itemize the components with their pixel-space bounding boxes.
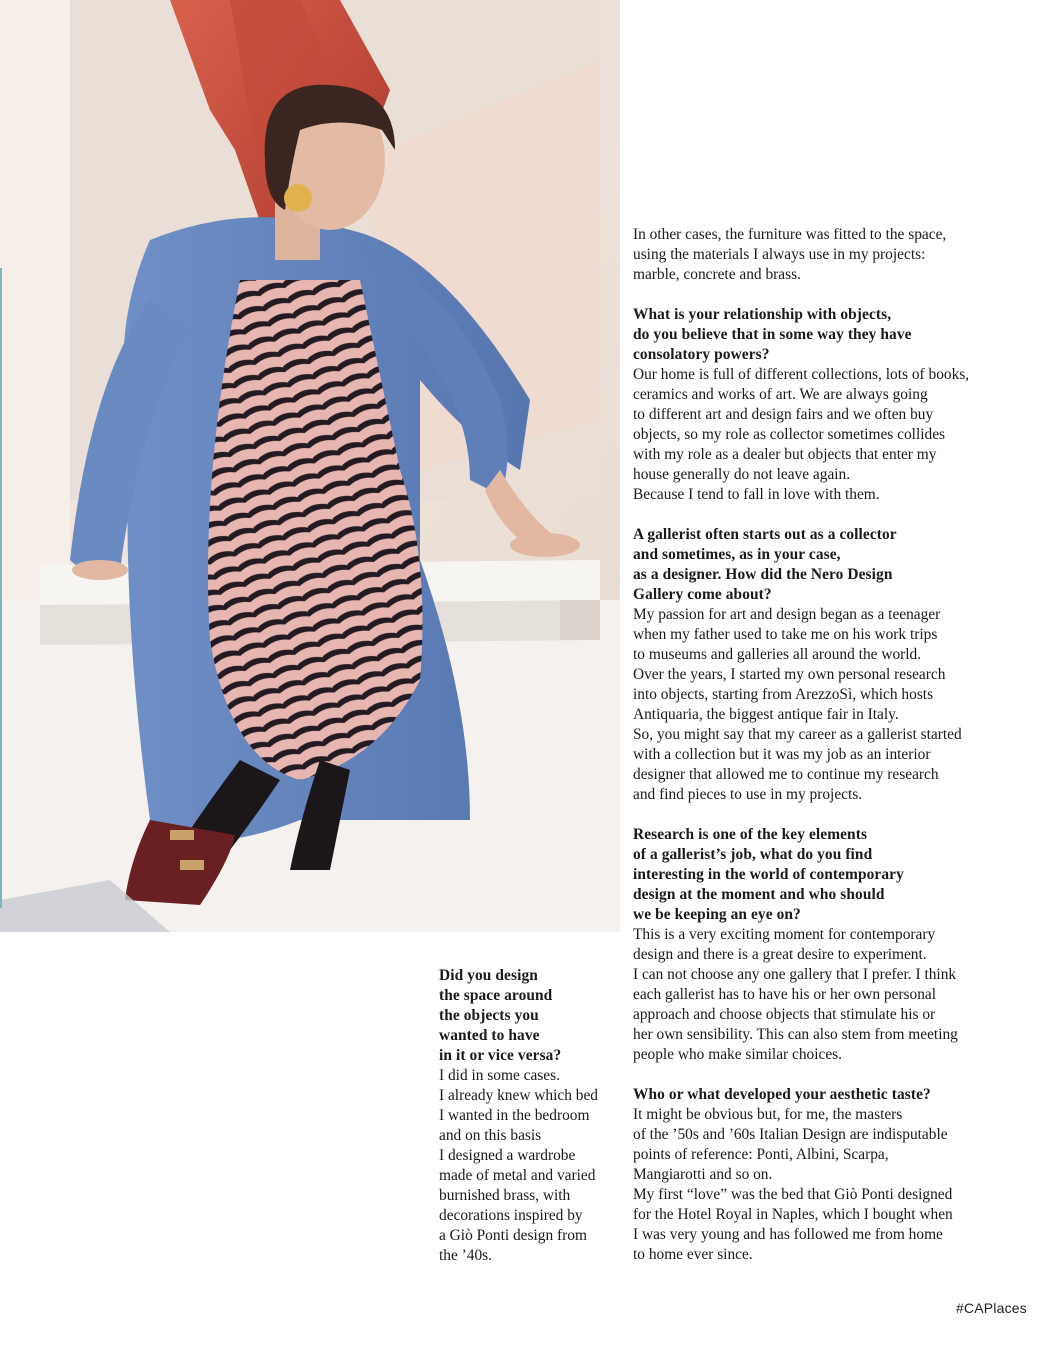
text-line: What is your relationship with objects, bbox=[633, 306, 892, 323]
text-line: Gallery come about? bbox=[633, 586, 772, 603]
portrait-photo bbox=[0, 0, 620, 932]
text-line: when my father used to take me on his work trips bbox=[633, 626, 938, 643]
text-line: the objects you bbox=[439, 1007, 539, 1024]
text-line: decorations inspired by bbox=[439, 1207, 583, 1224]
text-line: objects, so my role as collector sometimes collides bbox=[633, 426, 946, 443]
text-line: we be keeping an eye on? bbox=[633, 906, 801, 923]
right-text-column bbox=[633, 225, 1003, 1265]
text-line: I wanted in the bedroom bbox=[439, 1107, 590, 1124]
text-line: in it or vice versa? bbox=[439, 1047, 562, 1064]
text-line: with a collection but it was my job as an interior bbox=[633, 746, 931, 763]
text-line: and sometimes, as in your case, bbox=[633, 546, 841, 563]
text-line: approach and choose objects that stimulate his or bbox=[633, 1006, 936, 1023]
text-line: Because I tend to fall in love with them. bbox=[633, 486, 880, 503]
question-design-space bbox=[439, 966, 619, 1066]
text-line: into objects, starting from ArezzoSì, which hosts bbox=[633, 686, 934, 703]
text-line: I designed a wardrobe bbox=[439, 1147, 576, 1164]
text-line: the ’40s. bbox=[439, 1247, 493, 1264]
text-line: each gallerist has to have his or her own personal bbox=[633, 986, 937, 1003]
text-line: do you believe that in some way they have bbox=[633, 326, 912, 343]
text-line: ceramics and works of art. We are always going bbox=[633, 386, 928, 403]
text-line: to museums and galleries all around the world. bbox=[633, 646, 922, 663]
text-line: and find pieces to use in my projects. bbox=[633, 786, 863, 803]
text-line: burnished brass, with bbox=[439, 1187, 571, 1204]
text-line: with my role as a dealer but objects that enter my bbox=[633, 446, 937, 463]
text-line: A gallerist often starts out as a collector bbox=[633, 526, 897, 543]
text-line: a Giò Ponti design from bbox=[439, 1227, 587, 1244]
answer-objects bbox=[633, 365, 1003, 505]
text-line: Did you design bbox=[439, 967, 538, 984]
text-line: So, you might say that my career as a gallerist started bbox=[633, 726, 962, 743]
question-research bbox=[633, 825, 1003, 925]
answer-aesthetic-taste bbox=[633, 1105, 1003, 1265]
paragraph-gap bbox=[633, 505, 1003, 525]
text-line: designer that allowed me to continue my research bbox=[633, 766, 939, 783]
text-line: I did in some cases. bbox=[439, 1067, 560, 1084]
text-line: as a designer. How did the Nero Design bbox=[633, 566, 893, 583]
text-line: Over the years, I started my own personal research bbox=[633, 666, 946, 683]
paragraph-gap bbox=[633, 805, 1003, 825]
text-line: Antiquaria, the biggest antique fair in Italy. bbox=[633, 706, 899, 723]
text-line: design and there is a great desire to experiment. bbox=[633, 946, 927, 963]
text-line: using the materials I always use in my projects: bbox=[633, 246, 926, 263]
text-line: to home ever since. bbox=[633, 1246, 753, 1263]
text-line: Our home is full of different collections, lots of books, bbox=[633, 366, 970, 383]
text-line: I can not choose any one gallery that I prefer. I think bbox=[633, 966, 957, 983]
text-line: points of reference: Ponti, Albini, Scarpa, bbox=[633, 1146, 889, 1163]
hashtag-footer: #CAPlaces bbox=[955, 1300, 1027, 1316]
text-line: I was very young and has followed me from home bbox=[633, 1226, 943, 1243]
text-line: My passion for art and design began as a teenager bbox=[633, 606, 941, 623]
left-text-column bbox=[439, 966, 619, 1266]
text-line: design at the moment and who should bbox=[633, 886, 885, 903]
text-line: Who or what developed your aesthetic taste? bbox=[633, 1086, 931, 1103]
question-objects bbox=[633, 305, 1003, 365]
text-line: This is a very exciting moment for contemporary bbox=[633, 926, 936, 943]
portrait-photo-illustration bbox=[0, 0, 620, 932]
text-line: marble, concrete and brass. bbox=[633, 266, 801, 283]
answer-research bbox=[633, 925, 1003, 1065]
text-line: the space around bbox=[439, 987, 553, 1004]
text-line: My first “love” was the bed that Giò Ponti designed bbox=[633, 1186, 953, 1203]
answer-design-space bbox=[439, 1066, 619, 1266]
text-line: made of metal and varied bbox=[439, 1167, 596, 1184]
text-line: to different art and design fairs and we often buy bbox=[633, 406, 934, 423]
paragraph-gap bbox=[633, 285, 1003, 305]
text-line: wanted to have bbox=[439, 1027, 540, 1044]
question-gallery-origin bbox=[633, 525, 1003, 605]
text-line: and on this basis bbox=[439, 1127, 542, 1144]
answer-gallery-origin bbox=[633, 605, 1003, 805]
text-line: consolatory powers? bbox=[633, 346, 770, 363]
text-line: I already knew which bed bbox=[439, 1087, 598, 1104]
text-line: of the ’50s and ’60s Italian Design are indisputable bbox=[633, 1126, 948, 1143]
text-line: Research is one of the key elements bbox=[633, 826, 868, 843]
text-line: It might be obvious but, for me, the masters bbox=[633, 1106, 903, 1123]
text-line: Mangiarotti and so on. bbox=[633, 1166, 773, 1183]
text-line: interesting in the world of contemporary bbox=[633, 866, 904, 883]
text-line: for the Hotel Royal in Naples, which I bought when bbox=[633, 1206, 953, 1223]
question-aesthetic-taste bbox=[633, 1085, 1003, 1105]
text-line: of a gallerist’s job, what do you find bbox=[633, 846, 873, 863]
text-line: house generally do not leave again. bbox=[633, 466, 851, 483]
text-line: people who make similar choices. bbox=[633, 1046, 842, 1063]
text-line: her own sensibility. This can also stem from meeting bbox=[633, 1026, 958, 1043]
page-edge-accent-line bbox=[0, 268, 2, 908]
intro-paragraph bbox=[633, 225, 1003, 285]
paragraph-gap bbox=[633, 1065, 1003, 1085]
text-line: In other cases, the furniture was fitted to the space, bbox=[633, 226, 947, 243]
